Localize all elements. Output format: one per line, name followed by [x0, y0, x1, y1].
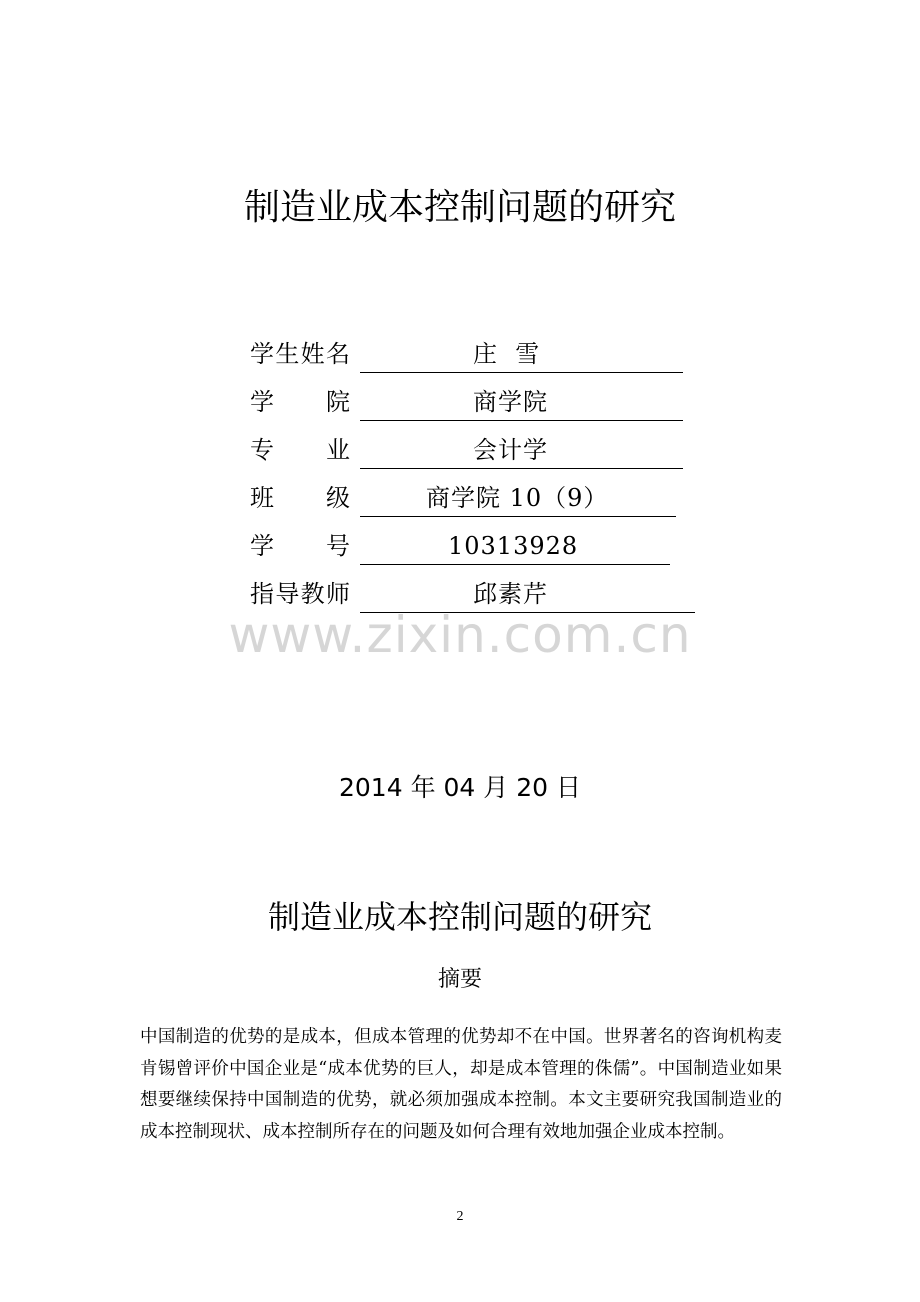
label-char: 级 [326, 484, 350, 512]
field-underline [360, 384, 683, 421]
label-char: 教 [300, 580, 325, 608]
cover-date: 2014 年 04 月 20 日 [339, 773, 581, 802]
student-name-value: 庄 雪 [473, 340, 541, 368]
field-label [250, 336, 350, 372]
abstract-body: 中国制造的优势的是成本，但成本管理的优势却不在中国。世界著名的咨询机构麦肯锡曾评价中国企业是“成本优势的巨人，却是成本管理的侏儒”。中国制造业如果想要继续保持中国制造的优势，就必须加强成本控制。本文主要研究我国制造业的成本控制现状、成本控制所存在的问题及如何合理有效地加强企业成本控制。 [140, 1027, 782, 1142]
cover-title: 制造业成本控制问题的研究 [243, 187, 676, 228]
label-char: 业 [326, 436, 350, 464]
paper-title: 制造业成本控制问题的研究 [267, 898, 652, 936]
label-char: 名 [325, 340, 350, 368]
field-label [250, 528, 350, 564]
field-underline [360, 528, 670, 565]
label-char: 生 [275, 340, 300, 368]
field-underline [360, 480, 676, 517]
label-char: 班 [250, 484, 274, 512]
label-char: 姓 [300, 340, 325, 368]
field-label [250, 384, 350, 420]
label-char: 学 [250, 340, 274, 368]
label-char: 师 [325, 580, 350, 608]
label-char: 院 [326, 388, 350, 416]
college-value: 商学院 [473, 388, 548, 416]
label-char: 号 [326, 532, 350, 560]
label-char: 学 [250, 532, 274, 560]
field-label [250, 480, 350, 516]
abstract-heading: 摘要 [437, 967, 482, 992]
class-value: 商学院 10（9） [426, 484, 609, 512]
label-char: 专 [250, 436, 274, 464]
label-char: 导 [275, 580, 300, 608]
watermark: www.zixin.com.cn [228, 606, 692, 664]
advisor-value: 邱素芹 [473, 580, 548, 608]
field-label [250, 432, 350, 468]
label-char: 指 [250, 580, 274, 608]
field-underline [360, 336, 683, 373]
major-value: 会计学 [473, 436, 548, 464]
label-char: 学 [250, 388, 274, 416]
page-number: 2 [456, 1209, 464, 1224]
student-id-value: 10313928 [448, 532, 579, 560]
field-underline [360, 432, 683, 469]
